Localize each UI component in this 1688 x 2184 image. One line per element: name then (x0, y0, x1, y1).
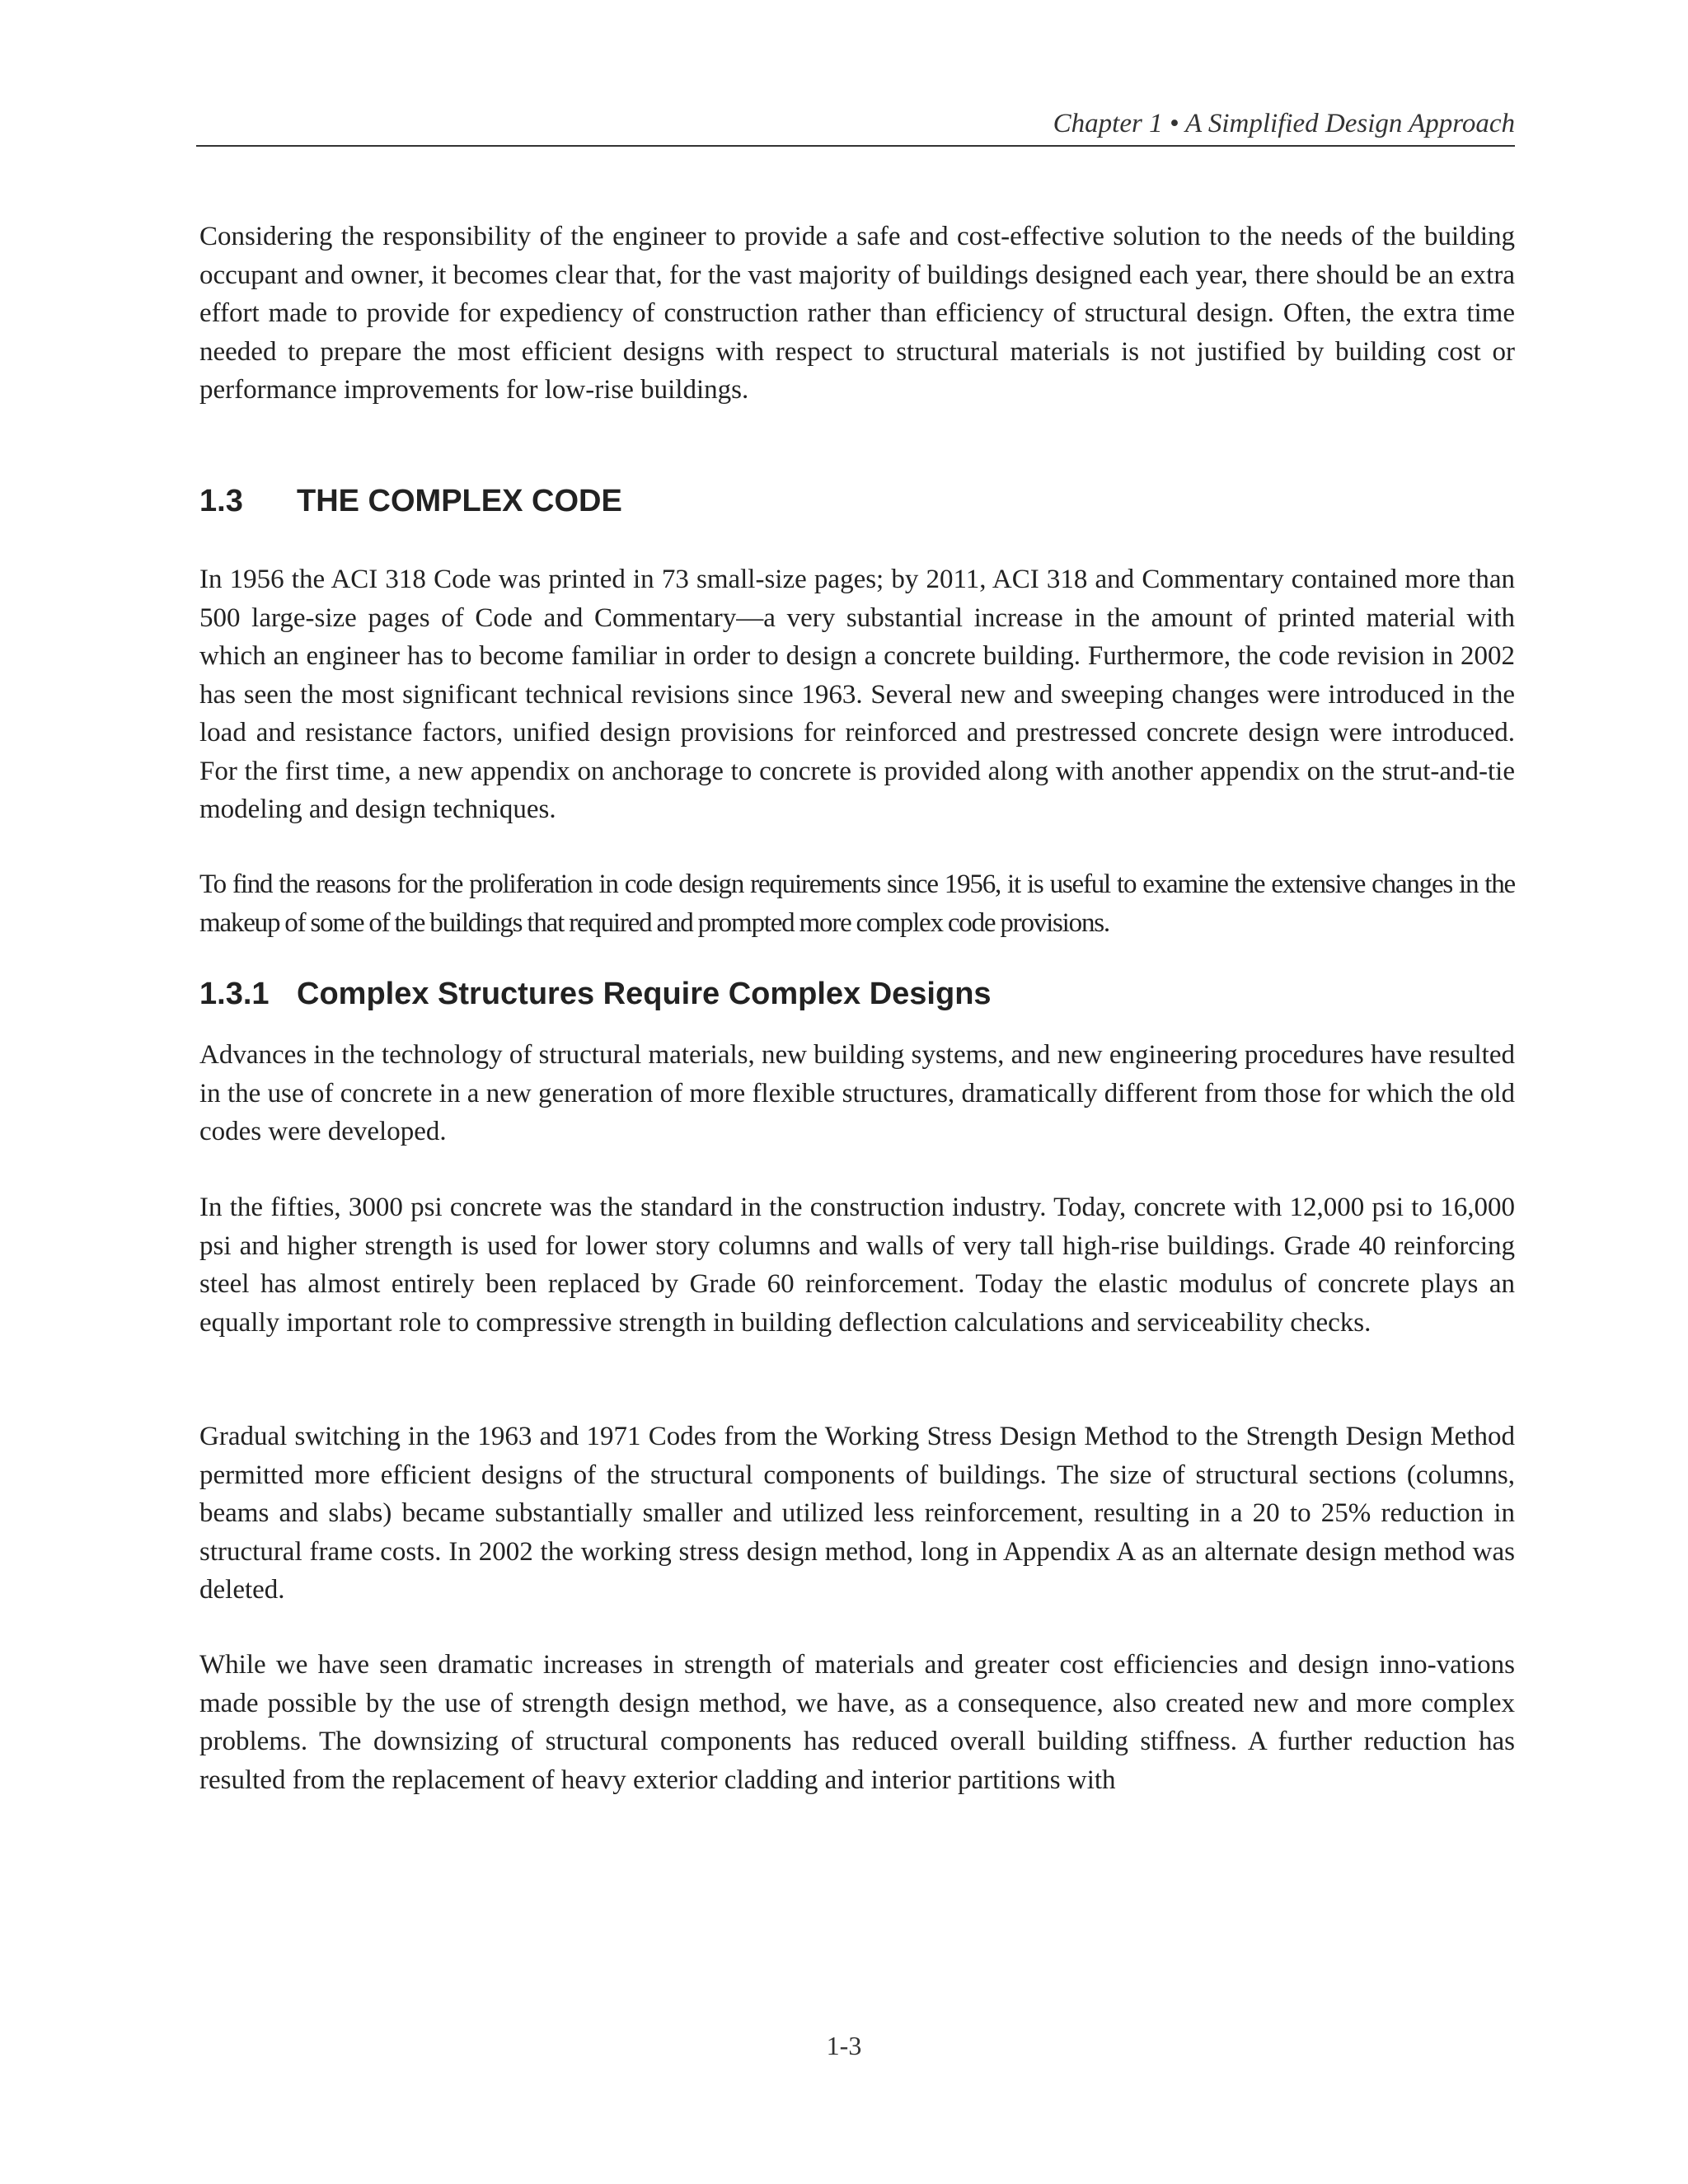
paragraph-while: While we have seen dramatic increases in strength of materials and greater cost efficiencies and design inno-vations made possible by the use of strength design method, we have, as a consequence, also created new and more complex problems. The downsizing of structural components has reduced overall building stiffness. A further reduction has resulted from the replacement of heavy exterior cladding and interior partitions with (199, 1650, 1515, 1795)
section-title: THE COMPLEX CODE (297, 484, 622, 518)
section-number: 1.3 (199, 484, 243, 518)
subsection-title: Complex Structures Require Complex Designs (297, 977, 992, 1011)
subsection-heading-1-3-1 (199, 975, 992, 1013)
paragraph-reasons: To find the reasons for the proliferation in code design requirements since 1956, it is useful to examine the extensive changes in the makeup of some of the buildings that required and prompted more complex code provisions. (199, 869, 1515, 938)
subsection-number: 1.3.1 (199, 977, 270, 1011)
section-heading-1-3 (199, 482, 622, 520)
paragraph-intro: Considering the responsibility of the engineer to provide a safe and cost-effective solution to the needs of the building occupant and owner, it becomes clear that, for the vast majority of buildings designed each year, there should be an extra effort made to provide for expediency of construction rather than efficiency of structural design. Often, the extra time needed to prepare the most efficient designs with respect to structural materials is not justified by building cost or performance improvements for low-rise buildings. (199, 222, 1515, 405)
paragraph-advances: Advances in the technology of structural materials, new building systems, and new engineering procedures have resulted in the use of concrete in a new generation of more flexible structures, dramatically different from those for which the old codes were developed. (199, 1040, 1515, 1146)
paragraph-gradual: Gradual switching in the 1963 and 1971 Codes from the Working Stress Design Method to the Strength Design Method permitted more efficient designs of the structural components of buildings. The size of structural sections (columns, beams and slabs) became substantially smaller and utilized less reinforcement, resulting in a 20 to 25% reduction in structural frame costs. In 2002 the working stress design method, long in Appendix A as an alternate design method was deleted. (199, 1422, 1515, 1605)
running-header: Chapter 1 • A Simplified Design Approach (1053, 109, 1515, 138)
paragraph-code-growth: In 1956 the ACI 318 Code was printed in 73 small-size pages; by 2011, ACI 318 and Commentary contained more than 500 large-size pages of Code and Commentary—a very substantial increase in the amount of printed material with which an engineer has to become familiar in order to design a concrete building. Furthermore, the code revision in 2002 has seen the most significant technical revisions since 1963. Several new and sweeping changes were introduced in the load and resistance factors, unified design provisions for reinforced and prestressed concrete design were introduced. For the first time, a new appendix on anchorage to concrete is provided along with another appendix on the strut-and-tie modeling and design techniques. (199, 565, 1515, 824)
page-number: 1-3 (826, 2031, 862, 2060)
header-rule (196, 145, 1515, 147)
paragraph-fifties: In the fifties, 3000 psi concrete was the standard in the construction industry. Today, concrete with 12,000 psi to 16,000 psi and higher strength is used for lower story columns and walls of very tall high-rise buildings. Grade 40 reinforcing steel has almost entirely been replaced by Grade 60 reinforcement. Today the elastic modulus of concrete plays an equally important role to compressive strength in building deflection calculations and serviceability checks. (199, 1193, 1515, 1338)
